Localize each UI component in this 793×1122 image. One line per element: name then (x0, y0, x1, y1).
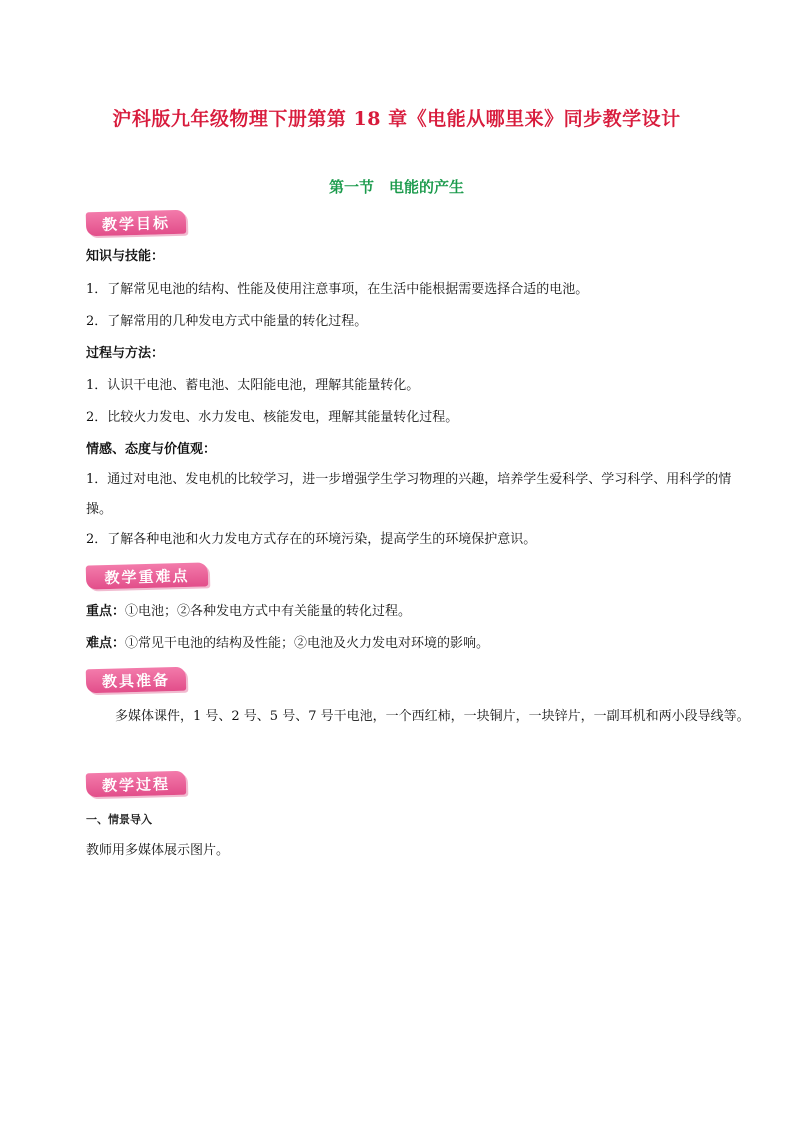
step1-heading: 一、情景导入 (86, 813, 152, 826)
key-point-line (86, 603, 411, 621)
process-item-1: 1．认识干电池、蓄电池、太阳能电池，理解其能量转化。 (86, 378, 420, 393)
materials-text: 多媒体课件，1 号、2 号、5 号、7 号干电池，一个西红柿，一块铜片，一块锌片，一副耳机和两小段导线等。 (115, 709, 750, 724)
process-heading: 过程与方法： (86, 346, 165, 361)
document-title: 沪科版九年级物理下册第第 18 章《电能从哪里来》同步教学设计 (112, 108, 681, 130)
step1-text: 教师用多媒体展示图片。 (86, 843, 230, 858)
key-label: 重点： (86, 604, 126, 619)
difficult-label: 难点： (86, 636, 126, 651)
emotion-heading: 情感、态度与价值观： (86, 442, 217, 457)
materials-badge: 教具准备 (86, 667, 187, 694)
difficult-point-line (86, 635, 489, 653)
emotion-item-2: 2．了解各种电池和火力发电方式存在的环境污染，提高学生的环境保护意识。 (86, 532, 537, 547)
knowledge-item-2: 2．了解常用的几种发电方式中能量的转化过程。 (86, 314, 368, 329)
section-title: 第一节 电能的产生 (328, 178, 464, 196)
key-text: ①电池；②各种发电方式中有关能量的转化过程。 (125, 604, 412, 619)
difficult-text: ①常见干电池的结构及性能；②电池及火力发电对环境的影响。 (125, 636, 490, 651)
emotion-item-1: 1．通过对电池、发电机的比较学习，进一步增强学生学习物理的兴趣，培养学生爱科学、学习科学、用科学的情操。 (86, 472, 732, 517)
process-badge: 教学过程 (86, 771, 187, 798)
keypoints-badge: 教学重难点 (86, 562, 209, 589)
objectives-badge: 教学目标 (86, 210, 187, 237)
knowledge-item-1: 1．了解常见电池的结构、性能及使用注意事项，在生活中能根据需要选择合适的电池。 (86, 282, 589, 297)
process-item-2: 2．比较火力发电、水力发电、核能发电，理解其能量转化过程。 (86, 410, 459, 425)
knowledge-heading: 知识与技能： (86, 249, 165, 264)
